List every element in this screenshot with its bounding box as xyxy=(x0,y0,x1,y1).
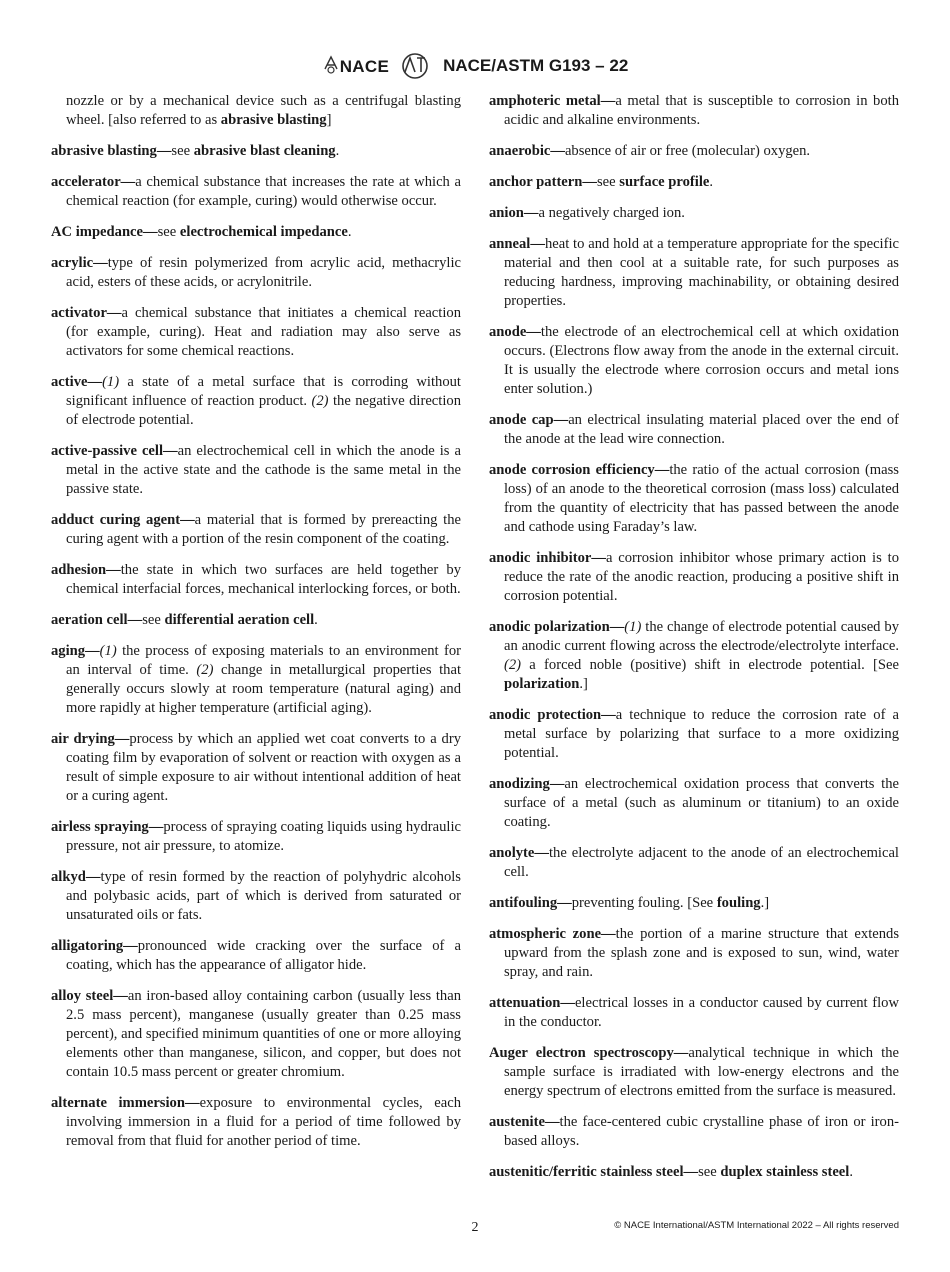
term: anode cap— xyxy=(489,412,569,428)
glossary-entry: anolyte—the electrolyte adjacent to the anode of an electrochemical cell. xyxy=(489,845,899,880)
right-column xyxy=(489,92,899,1194)
cross-reference: abrasive blast cleaning xyxy=(193,143,336,159)
term: activator— xyxy=(51,305,122,321)
term: alternate immersion— xyxy=(51,1095,200,1111)
term: amphoteric metal— xyxy=(489,93,616,109)
term: anodic polarization— xyxy=(489,619,625,635)
term: abrasive blasting— xyxy=(51,143,172,159)
astm-logo-icon xyxy=(397,52,433,80)
glossary-entry: alligatoring—pronounced wide cracking over the surface of a coating, which has the appearance of alligator hide. xyxy=(51,938,461,973)
term: Auger electron spectroscopy— xyxy=(489,1045,689,1061)
glossary-entry: alkyd—type of resin formed by the reaction of polyhydric alcohols and polybasic acids, part of which is derived from saturated or unsaturated oils or fats. xyxy=(51,869,461,923)
glossary-entry: active-passive cell—an electrochemical cell in which the anode is a metal in the active state and the cathode is the same metal in the passive state. xyxy=(51,443,462,497)
page-number: 2 xyxy=(471,1220,479,1235)
glossary-entry: abrasive blasting—see abrasive blast cleaning. xyxy=(51,143,340,159)
glossary-entry: anodic polarization—(1) the change of electrode potential caused by an anodic current flowing across the electrode/electrolyte interface. (2) a forced noble (positive) shift in electrode potential. [See polarization.] xyxy=(489,619,900,692)
term: anion— xyxy=(489,205,539,221)
copyright-notice: © NACE International/ASTM International 2022 – All rights reserved xyxy=(614,1220,899,1231)
glossary-entry: alloy steel—an iron-based alloy containing carbon (usually less than 2.5 mass percent), manganese (usually greater than 0.25 mass percent), and specified minimum quantities of one or more alloying elements other than manganese, silicon, and copper, but does not contain 10.5 mass percent or greater chromium. xyxy=(51,988,461,1080)
glossary-entry: aging—(1) the process of exposing materials to an environment for an interval of time. (2) change in metallurgical properties that generally occurs slowly at room temperature (natural aging) and more rapidly at higher temperature (artificial aging). xyxy=(51,643,461,716)
term: austenite— xyxy=(489,1114,560,1130)
cross-reference: differential aeration cell xyxy=(164,612,315,628)
glossary-entry: anodic inhibitor—a corrosion inhibitor whose primary action is to reduce the rate of the anodic reaction, producing a positive shift in corrosion potential. xyxy=(489,550,899,604)
glossary-entry: anneal—heat to and hold at a temperature appropriate for the specific material and then cool at a suitable rate, for such purposes as reducing hardness, improving machinability, or obtaining desired properties. xyxy=(489,236,899,309)
term: anodic protection— xyxy=(489,707,616,723)
glossary-entry: antifouling—preventing fouling. [See fouling.] xyxy=(489,895,770,911)
term: anaerobic— xyxy=(489,143,565,159)
nace-logo xyxy=(322,55,389,77)
term: anodizing— xyxy=(489,776,565,792)
glossary-entry: adduct curing agent—a material that is formed by prereacting the curing agent with a portion of the resin component of the coating. xyxy=(51,512,461,547)
glossary-entry: adhesion—the state in which two surfaces are held together by chemical interfacial forces, mechanical interlocking forces, or both. xyxy=(51,562,461,597)
glossary-entry: anodizing—an electrochemical oxidation process that converts the surface of a metal (such as aluminum or titanium) to an oxide coating. xyxy=(489,776,899,830)
term: anchor pattern— xyxy=(489,174,597,190)
glossary-entry: airless spraying—process of spraying coating liquids using hydraulic pressure, not air pressure, to atomize. xyxy=(51,819,461,854)
glossary-entry: active—(1) a state of a metal surface that is corroding without significant influence of reaction product. (2) the negative direction of electrode potential. xyxy=(51,374,461,428)
glossary-entry: acrylic—type of resin polymerized from acrylic acid, methacrylic acid, esters of these acids, or acrylonitrile. xyxy=(51,255,461,290)
nace-emblem-icon xyxy=(322,55,340,77)
document-title: NACE/ASTM G193 – 22 xyxy=(443,56,629,75)
cross-reference: duplex stainless steel xyxy=(720,1164,850,1180)
nace-logo-text: NACE xyxy=(339,57,390,76)
glossary-entry: anodic protection—a technique to reduce the corrosion rate of a metal surface by polarizing that surface to a more oxidizing potential. xyxy=(489,707,899,761)
left-column xyxy=(51,92,461,1163)
term: accelerator— xyxy=(51,174,136,190)
glossary-entry: Auger electron spectroscopy—analytical technique in which the sample surface is irradiated with low-energy electrons and the energy spectrum of electrons emitted from the surface is measured. xyxy=(489,1045,900,1099)
cross-reference: polarization xyxy=(504,676,580,692)
term: adduct curing agent— xyxy=(51,512,195,528)
header-logos xyxy=(322,52,433,80)
glossary-entry: air drying—process by which an applied wet coat converts to a dry coating film by evaporation of solvent or reaction with oxygen as a result of simple exposure to air without intentional addition of heat or a curing agent. xyxy=(51,731,462,804)
term: air drying— xyxy=(51,731,130,747)
term: austenitic/ferritic stainless steel— xyxy=(489,1164,699,1180)
glossary-entry: amphoteric metal—a metal that is susceptible to corrosion in both acidic and alkaline environments. xyxy=(489,93,900,128)
term: alligatoring— xyxy=(51,938,138,954)
term: anode— xyxy=(489,324,541,340)
term: adhesion— xyxy=(51,562,121,578)
cross-reference: abrasive blasting xyxy=(220,112,327,128)
term: active— xyxy=(51,374,103,390)
glossary-entry: anode cap—an electrical insulating material placed over the end of the anode at the lead wire connection. xyxy=(489,412,899,447)
term: alkyd— xyxy=(51,869,101,885)
cross-reference: surface profile xyxy=(619,174,710,190)
term: active-passive cell— xyxy=(51,443,178,459)
term: antifouling— xyxy=(489,895,572,911)
cross-reference: electrochemical impedance xyxy=(179,224,348,240)
term: aeration cell— xyxy=(51,612,143,628)
glossary-entry: anchor pattern—see surface profile. xyxy=(489,174,714,190)
term: anolyte— xyxy=(489,845,549,861)
term: airless spraying— xyxy=(51,819,164,835)
continuation-entry: nozzle or by a mechanical device such as a centrifugal blasting wheel. [also referred to as abrasive blasting] xyxy=(66,93,461,128)
term: anode corrosion efficiency— xyxy=(489,462,670,478)
term: attenuation— xyxy=(489,995,575,1011)
glossary-entry: anaerobic—absence of air or free (molecular) oxygen. xyxy=(489,143,811,159)
glossary-entry: austenite—the face-centered cubic crystalline phase of iron or iron-based alloys. xyxy=(489,1114,899,1149)
glossary-entry: anion—a negatively charged ion. xyxy=(489,205,685,221)
glossary-entry: anode corrosion efficiency—the ratio of the actual corrosion (mass loss) of an anode to the theoretical corrosion (mass loss) calculated from the quantity of electricity that has passed between the anode and cathode using Faraday’s law. xyxy=(489,462,899,535)
glossary-entry: anode—the electrode of an electrochemical cell at which oxidation occurs. (Electrons flow away from the anode in the external circuit. It is usually the electrode where corrosion occurs and metal ions enter solution.) xyxy=(489,324,899,397)
page-header xyxy=(0,46,950,86)
glossary-entry: activator—a chemical substance that initiates a chemical reaction (for example, curing). Heat and radiation may also serve as activators for some chemical reactions. xyxy=(51,305,461,359)
glossary-entry: AC impedance—see electrochemical impedance. xyxy=(51,224,352,240)
term: acrylic— xyxy=(51,255,108,271)
glossary-entry: atmospheric zone—the portion of a marine structure that extends upward from the splash zone and is exposed to sun, wind, water spray, and rain. xyxy=(489,926,900,980)
glossary-entry: austenitic/ferritic stainless steel—see duplex stainless steel. xyxy=(489,1164,853,1180)
term: aging— xyxy=(51,643,100,659)
cross-reference: fouling xyxy=(716,895,761,911)
term: alloy steel— xyxy=(51,988,128,1004)
term: anodic inhibitor— xyxy=(489,550,606,566)
glossary-entry: attenuation—electrical losses in a conductor caused by current flow in the conductor. xyxy=(489,995,899,1030)
glossary-entry: accelerator—a chemical substance that increases the rate at which a chemical reaction (for example, curing) would otherwise occur. xyxy=(51,174,461,209)
glossary-entry: alternate immersion—exposure to environmental cycles, each involving immersion in a fluid for a period of time followed by removal from that fluid for another period of time. xyxy=(51,1095,461,1149)
glossary-entry: aeration cell—see differential aeration cell. xyxy=(51,612,318,628)
term: AC impedance— xyxy=(51,224,158,240)
term: atmospheric zone— xyxy=(489,926,616,942)
term: anneal— xyxy=(489,236,545,252)
